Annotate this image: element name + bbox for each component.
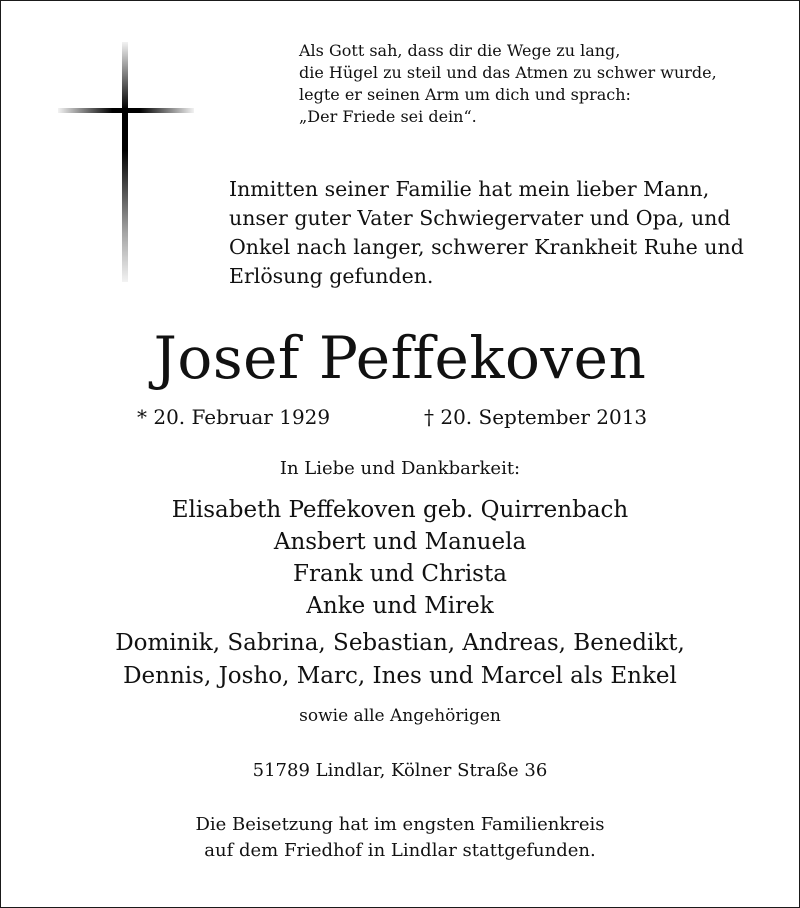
deceased-name: Josef Peffekoven (153, 324, 647, 392)
verse-quote (299, 40, 717, 128)
family-member: Elisabeth Peffekoven geb. Quirrenbach (171, 497, 629, 523)
relatives-line (0, 703, 800, 729)
intro-line: Erlösung gefunden. (229, 264, 434, 288)
family-list (0, 494, 800, 622)
grandchildren-list (0, 627, 800, 693)
birth-date: * 20. Februar 1929 (137, 405, 331, 429)
intro-line: Inmitten seiner Familie hat mein lieber Mann, (229, 177, 710, 201)
relatives-text: sowie alle Angehörigen (299, 706, 501, 726)
family-member: Anke und Mirek (306, 593, 494, 619)
family-member: Ansbert und Manuela (273, 529, 527, 555)
verse-line: Als Gott sah, dass dir die Wege zu lang, (299, 41, 621, 60)
address-block (0, 758, 800, 784)
burial-notice (0, 812, 800, 864)
grandchildren-line: Dominik, Sabrina, Sebastian, Andreas, Benedikt, (115, 630, 685, 656)
cross-vertical-beam (122, 42, 128, 282)
death-date: † 20. September 2013 (424, 405, 648, 429)
burial-line: Die Beisetzung hat im engsten Familienkreis (195, 814, 605, 835)
intro-line: unser guter Vater Schwiegervater und Opa, und (229, 206, 731, 230)
thanks-text: In Liebe und Dankbarkeit: (279, 458, 521, 479)
family-member: Frank und Christa (293, 561, 507, 587)
address-text: 51789 Lindlar, Kölner Straße 36 (252, 760, 548, 781)
cross-horizontal-beam (58, 108, 194, 113)
thanks-line (0, 456, 800, 482)
verse-line: legte er seinen Arm um dich und sprach: (299, 85, 631, 104)
burial-line: auf dem Friedhof in Lindlar stattgefunden. (204, 840, 596, 861)
cross-icon (58, 42, 194, 282)
verse-line: die Hügel zu steil und das Atmen zu schwer wurde, (299, 63, 717, 82)
grandchildren-line: Dennis, Josho, Marc, Ines und Marcel als Enkel (123, 663, 677, 689)
verse-line: „Der Friede sei dein“. (299, 107, 477, 126)
intro-line: Onkel nach langer, schwerer Krankheit Ruhe und (229, 235, 744, 259)
intro-text (229, 175, 744, 291)
